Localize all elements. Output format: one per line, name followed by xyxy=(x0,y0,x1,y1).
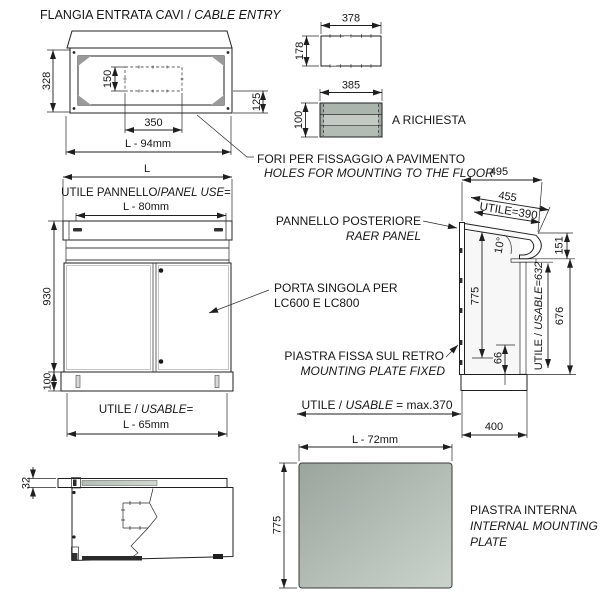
door-lock-bottom xyxy=(159,359,164,364)
plinth-slot-right xyxy=(215,376,219,388)
svg-text:775: 775 xyxy=(271,515,284,535)
top-slot-right xyxy=(214,228,223,232)
usable-depth-note xyxy=(297,398,461,414)
svg-text:150: 150 xyxy=(102,69,114,89)
svg-text:L: L xyxy=(143,163,151,175)
optional-plate-strip-mid xyxy=(320,114,382,125)
svg-text:385: 385 xyxy=(341,79,361,92)
top-slot-left xyxy=(73,228,82,232)
panel-use-label: UTILE PANNELLO/PANEL USE= xyxy=(61,187,231,199)
optional-plate-strip-bot xyxy=(320,126,382,137)
svg-text:676: 676 xyxy=(554,306,566,326)
svg-text:328: 328 xyxy=(41,71,53,91)
optional-plate-edge-left xyxy=(320,103,324,137)
svg-text:L - 94mm: L - 94mm xyxy=(124,138,172,150)
door-lock-top xyxy=(159,268,164,273)
svg-text:455: 455 xyxy=(497,189,518,205)
svg-text:400: 400 xyxy=(484,421,504,433)
floor-note-line2: HOLES FOR MOUNTING TO THE FLOOR xyxy=(264,166,494,180)
svg-text:100: 100 xyxy=(293,110,305,130)
dim-front-usable-text: L - 65mm xyxy=(122,419,170,431)
section-bottom-box-fill xyxy=(73,553,78,560)
svg-text:378: 378 xyxy=(341,12,361,25)
usable-depth-text: UTILE / USABLE = max.370 xyxy=(301,398,453,412)
fixed-plate-note xyxy=(284,345,458,378)
optional-plate-strip-top xyxy=(320,103,382,114)
section-bottom-right-mark xyxy=(213,554,223,559)
svg-text:UTILE=390: UTILE=390 xyxy=(478,201,539,223)
section-dot-bottom xyxy=(72,535,75,538)
svg-text:100: 100 xyxy=(41,372,54,391)
plinth-slot-left xyxy=(76,376,80,388)
internal-plate-label2: INTERNAL MOUNTING xyxy=(470,519,598,533)
optional-plate-edge-right xyxy=(379,103,383,137)
page-title: FLANGIA ENTRATA CAVI / CABLE ENTRY xyxy=(40,8,281,22)
section-bottom-bar xyxy=(82,556,142,561)
door-note-line2: LC600 E LC800 xyxy=(274,296,360,310)
svg-text:32: 32 xyxy=(20,476,33,490)
svg-text:350: 350 xyxy=(144,117,163,129)
fixed-plate-line1: PIASTRA FISSA SUL RETRO xyxy=(284,349,444,363)
internal-plate-label1: PIASTRA INTERNA xyxy=(470,503,577,517)
door-note-line1: PORTA SINGOLA PER xyxy=(274,281,398,295)
svg-text:151: 151 xyxy=(553,236,566,255)
fixed-plate-line2: MOUNTING PLATE FIXED xyxy=(300,364,445,378)
internal-plate-label3: PLATE xyxy=(470,535,508,549)
svg-text:125: 125 xyxy=(251,92,263,112)
dim-side-151 xyxy=(554,233,568,259)
rear-panel-line1: PANNELLO POSTERIORE xyxy=(275,214,421,228)
front-usable-label: UTILE / USABLE= xyxy=(98,404,194,416)
rear-panel-line2: RAER PANEL xyxy=(345,229,421,243)
svg-text:495: 495 xyxy=(489,166,509,178)
floor-note-line1: FORI PER FISSAGGIO A PAVIMENTO xyxy=(257,152,466,166)
optional-note: A RICHIESTA xyxy=(392,113,466,127)
internal-plate xyxy=(299,463,452,588)
svg-text:775: 775 xyxy=(469,286,482,306)
svg-text:930: 930 xyxy=(41,287,54,306)
svg-text:66: 66 xyxy=(492,351,505,365)
section-left-box-mark xyxy=(73,480,77,487)
section-dot-top xyxy=(72,491,75,494)
dim-panel-use-text: L - 80mm xyxy=(122,201,170,213)
side-usable-632-text: UTILE / USABLE=632 xyxy=(533,261,545,371)
section-green-strip xyxy=(82,481,157,486)
svg-text:178: 178 xyxy=(294,41,306,61)
svg-text:L - 72mm: L - 72mm xyxy=(351,434,399,446)
svg-text:10°: 10° xyxy=(492,236,508,255)
